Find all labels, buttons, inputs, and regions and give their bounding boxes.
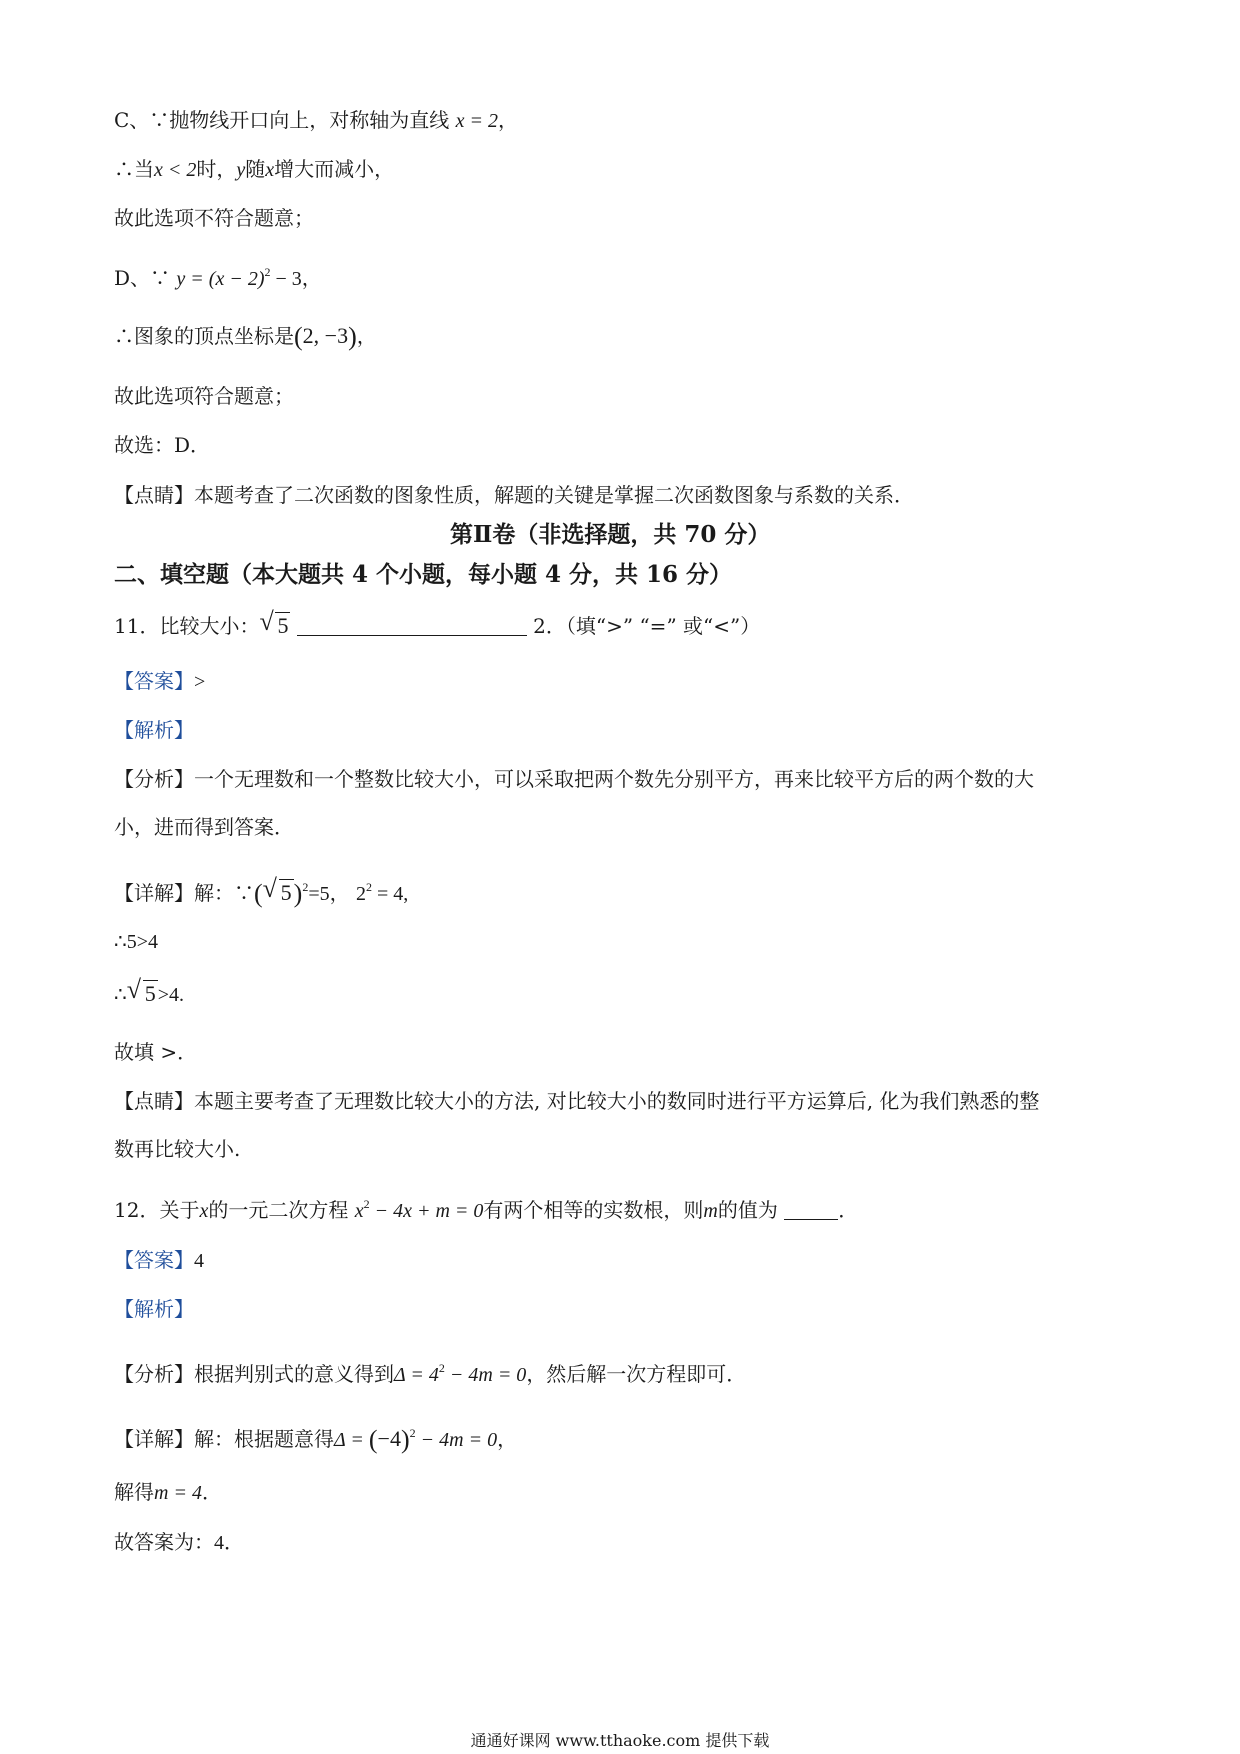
radical-icon: √ xyxy=(259,607,274,636)
text: 增大而减小， xyxy=(274,157,395,181)
equation-b: − 4m = 0 xyxy=(444,1364,527,1386)
q11-fenxi-2: 小，进而得到答案． xyxy=(114,815,294,839)
solution: m = 4 xyxy=(154,1482,202,1504)
q12-final xyxy=(114,1528,244,1557)
xiangjie-tag: 【详解】 xyxy=(114,881,194,905)
answer-blank[interactable] xyxy=(784,1199,838,1220)
text: 的值为 xyxy=(717,1198,778,1222)
option-d-line xyxy=(114,258,322,293)
var-y: y xyxy=(236,159,246,181)
text: 故答案为： xyxy=(114,1530,214,1554)
final-value: 4 xyxy=(214,1532,224,1554)
fenxi-tag: 【分析】 xyxy=(114,1362,194,1386)
punct: ． xyxy=(224,1530,244,1554)
punct: ． xyxy=(201,1480,222,1504)
q11-dianjing-1 xyxy=(114,1087,1039,1115)
radicand: 5 xyxy=(280,880,292,905)
conclusion-c: 故此选项不符合题意； xyxy=(114,206,314,230)
paren-close: ) xyxy=(400,1425,410,1454)
exponent: 2 xyxy=(302,880,309,894)
vertex-coord: 2, −3 xyxy=(302,323,349,348)
punct: ， xyxy=(301,266,322,290)
text: ，然后解一次方程即可． xyxy=(526,1362,747,1386)
xiangjie-tag: 【详解】 xyxy=(114,1427,194,1451)
dianjing-tag: 【点睛】 xyxy=(114,483,194,507)
page-footer: 通通好课网 www.tthaoke.com 提供下载 xyxy=(470,1731,770,1750)
answer-tag: 【答案】 xyxy=(114,1248,194,1272)
dianjing-tag: 【点睛】 xyxy=(114,1089,194,1113)
part-title: 二、填空题（本大题共 4 个小题，每小题 4 分，共 16 分） xyxy=(114,561,733,588)
var-x: x xyxy=(199,1200,209,1222)
punct: ． xyxy=(838,1198,859,1222)
punct: ， xyxy=(356,324,377,348)
answer-choice: 故选：D． xyxy=(114,433,211,457)
answer-tag: 【答案】 xyxy=(114,669,194,693)
therefore: ∴ xyxy=(114,982,127,1006)
inequality-1: ∴5>4 xyxy=(114,931,159,953)
inequality-2 xyxy=(114,975,185,1009)
equation-d-b: − 3 xyxy=(270,268,302,290)
q12-solve xyxy=(114,1478,222,1507)
q12-answer xyxy=(114,1246,204,1275)
equation-a: Δ = xyxy=(334,1429,369,1451)
option-c-text: C、∵抛物线开口向上，对称轴为直线 xyxy=(114,108,450,132)
vertex-line xyxy=(114,322,377,351)
q12-xiangjie xyxy=(114,1419,517,1454)
option-c-line xyxy=(114,106,518,135)
radicand: 5 xyxy=(144,981,156,1006)
vertex-text: ∴图象的顶点坐标是 xyxy=(114,324,294,348)
text: =5， xyxy=(308,883,350,905)
jiexi-tag: 【解析】 xyxy=(114,718,194,742)
inner-value: −4 xyxy=(377,1426,401,1451)
jiexi-tag: 【解析】 xyxy=(114,1297,194,1321)
sqrt-five xyxy=(259,607,290,641)
text: 根据判别式的意义得到 xyxy=(194,1362,394,1386)
text: = 4, xyxy=(371,883,409,905)
text: 解：∵ xyxy=(194,881,254,905)
text: 解得 xyxy=(114,1480,154,1504)
q11-dianjing-2: 数再比较大小. xyxy=(114,1137,241,1161)
equation-b: − 4m = 0 xyxy=(415,1429,498,1451)
punct: ， xyxy=(497,1427,518,1451)
exponent: 2 xyxy=(365,880,372,894)
fill-answer: 故填 >． xyxy=(114,1040,198,1064)
text: 时， xyxy=(196,157,237,181)
q12-fenxi xyxy=(114,1354,746,1389)
sqrt-five xyxy=(262,874,294,908)
exponent: 2 xyxy=(363,1197,370,1211)
inequality: x < 2 xyxy=(154,159,197,181)
paren-close: ) xyxy=(348,322,357,351)
dianjing-text: 本题考查了二次函数的图象性质，解题的关键是掌握二次函数图象与系数的关系． xyxy=(194,483,914,507)
paren-open: ( xyxy=(294,322,303,351)
dianjing-text: 本题主要考查了无理数比较大小的方法, 对比较大小的数同时进行平方运算后, 化为我们熟悉的整 xyxy=(194,1089,1040,1113)
q11-fenxi-1 xyxy=(114,765,1034,793)
exponent: 2 xyxy=(264,265,271,279)
base: 2 xyxy=(355,883,366,905)
q12-stem xyxy=(114,1190,858,1225)
radical-icon: √ xyxy=(262,874,277,903)
text: 解：根据题意得 xyxy=(194,1427,334,1451)
conclusion-d: 故此选项符合题意； xyxy=(114,384,294,408)
answer-value: 4 xyxy=(194,1250,204,1272)
answer-value: > xyxy=(194,671,206,693)
text: 有两个相等的实数根，则 xyxy=(483,1198,704,1222)
punct: ， xyxy=(498,108,519,132)
radical-icon: √ xyxy=(126,975,142,1004)
monotonic-line xyxy=(114,155,394,184)
q11-answer xyxy=(114,667,205,696)
var-x: x xyxy=(265,159,275,181)
radicand: 5 xyxy=(277,613,289,638)
text: 的一元二次方程 xyxy=(208,1198,349,1222)
sqrt-five xyxy=(126,975,158,1009)
q11-xiangjie xyxy=(114,873,408,908)
paren-close: ) xyxy=(293,879,303,908)
q11-stem xyxy=(114,607,761,641)
fenxi-text: 一个无理数和一个整数比较大小，可以采取把两个数先分别平方，再来比较平方后的两个数的大 xyxy=(194,767,1034,791)
equation-b: − 4x + m = 0 xyxy=(369,1200,484,1222)
q11-stem-tail: 2．（填“>” “=” 或“<”） xyxy=(533,614,761,638)
answer-blank[interactable] xyxy=(297,615,527,636)
paren-open: ( xyxy=(368,1425,378,1454)
text: >4. xyxy=(157,984,185,1006)
exponent: 2 xyxy=(438,1361,445,1375)
q11-number: 11．比较大小： xyxy=(114,614,260,638)
therefore-text: ∴当 xyxy=(114,157,154,181)
axis-equation: x = 2 xyxy=(455,110,499,132)
text: 随 xyxy=(245,157,266,181)
exponent: 2 xyxy=(409,1426,416,1440)
paren-open: ( xyxy=(254,879,263,908)
equation-d-a: y = (x − 2) xyxy=(176,268,265,290)
option-d-text: D、∵ xyxy=(114,266,171,290)
volume-title: 第Ⅱ卷（非选择题，共 70 分） xyxy=(450,521,771,548)
fenxi-tag: 【分析】 xyxy=(114,767,194,791)
equation-a: Δ = 4 xyxy=(394,1364,439,1386)
var-m: m xyxy=(703,1200,718,1222)
q12-number: 12．关于 xyxy=(114,1198,200,1222)
dianjing-10 xyxy=(114,481,914,509)
equation-a: x xyxy=(354,1200,364,1222)
